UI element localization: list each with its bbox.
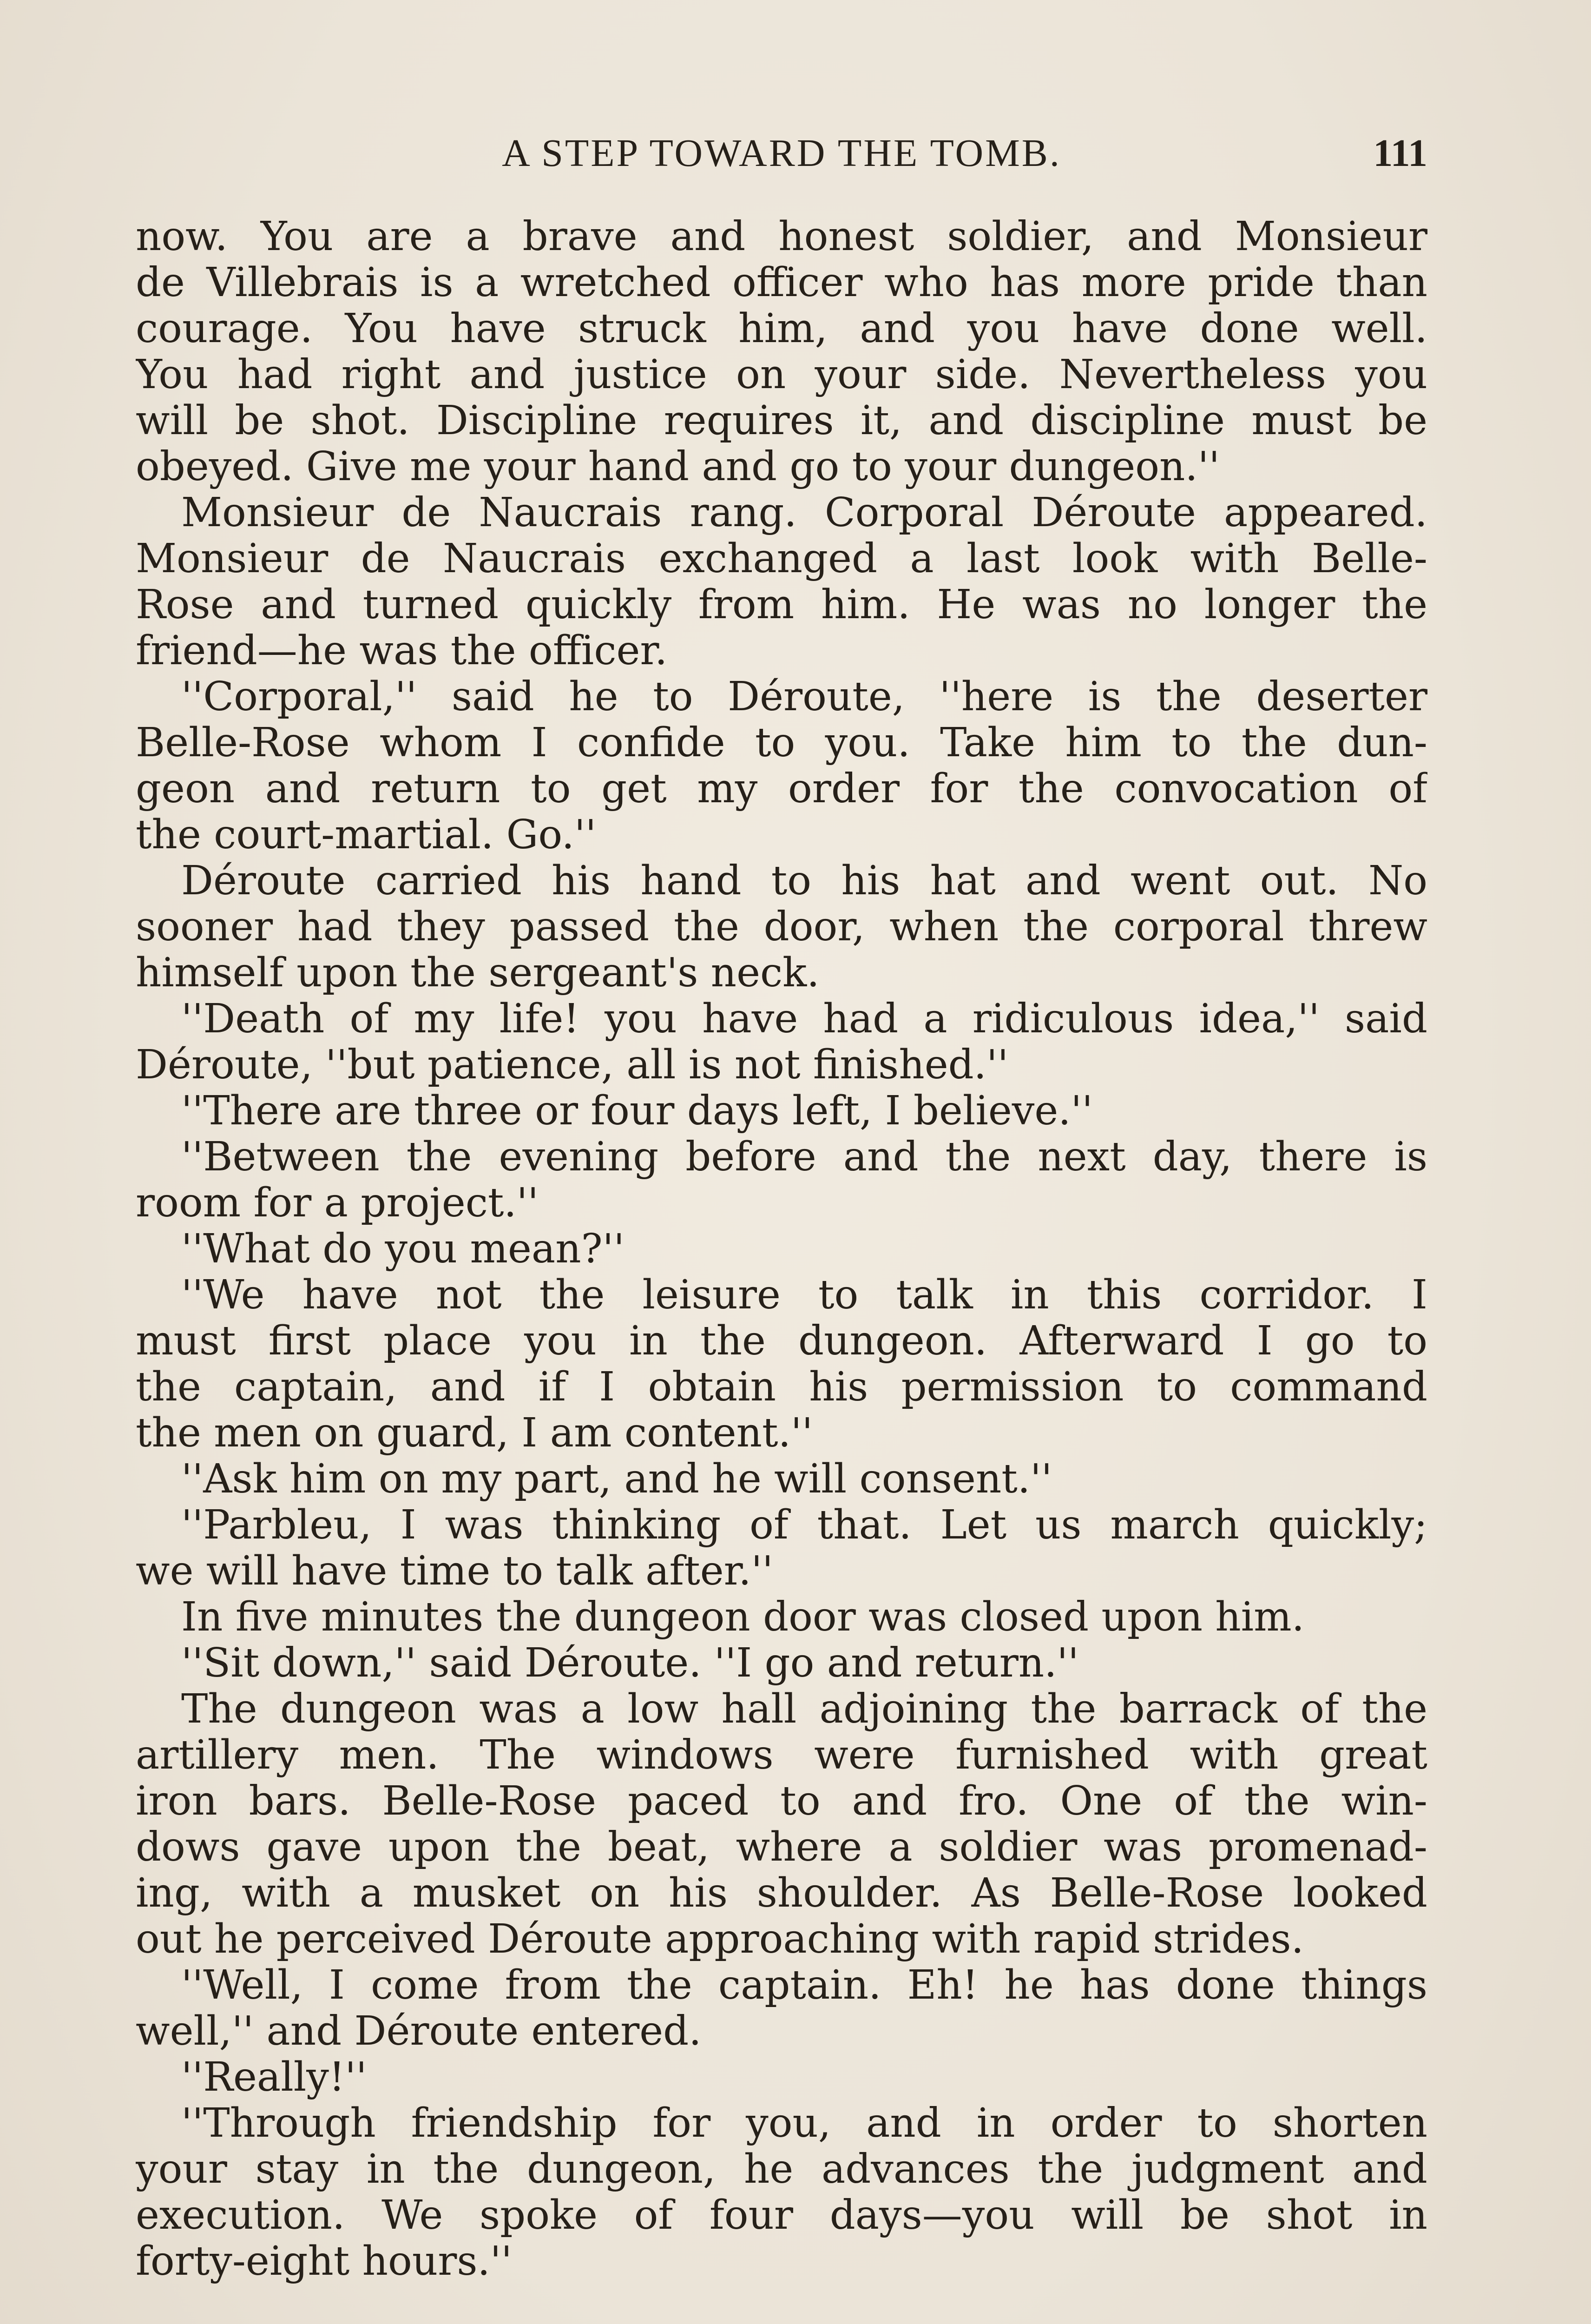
text-line: obeyed. Give me your hand and go to your dungeon.'' [136, 444, 1220, 490]
text-line: ''Through friendship for you, and in order to shorten [181, 2100, 1427, 2146]
text-line: geon and return to get my order for the convocation of [136, 766, 1427, 812]
text-line: room for a project.'' [136, 1180, 539, 1226]
text-line: In five minutes the dungeon door was closed upon him. [181, 1594, 1305, 1640]
text-line: ing, with a musket on his shoulder. As Belle-Rose looked [136, 1870, 1427, 1916]
text-line: well,'' and Déroute entered. [136, 2008, 702, 2054]
text-line: out he perceived Déroute approaching with rapid strides. [136, 1916, 1304, 1962]
text-line: ''Parbleu, I was thinking of that. Let us march quickly; [181, 1502, 1427, 1548]
text-line: ''Sit down,'' said Déroute. ''I go and return.'' [181, 1640, 1079, 1686]
text-line: the court-martial. Go.'' [136, 812, 597, 858]
text-line: You had right and justice on your side. Nevertheless you [136, 352, 1427, 398]
text-line: de Villebrais is a wretched officer who has more pride than [136, 260, 1427, 306]
text-line: ''What do you mean?'' [181, 1226, 625, 1272]
text-line: ''Corporal,'' said he to Déroute, ''here is the deserter [181, 674, 1427, 720]
text-line: your stay in the dungeon, he advances the judgment and [136, 2146, 1427, 2192]
text-line: ''Death of my life! you have had a ridiculous idea,'' said [181, 996, 1427, 1042]
text-line: Monsieur de Naucrais rang. Corporal Déroute appeared. [181, 490, 1427, 536]
body-text [136, 214, 1427, 2284]
text-line: now. You are a brave and honest soldier, and Monsieur [136, 214, 1427, 260]
text-line: ''Well, I come from the captain. Eh! he has done things [181, 1962, 1427, 2008]
running-title: A STEP TOWARD THE TOMB. [502, 132, 1061, 175]
text-line: Rose and turned quickly from him. He was no longer the [136, 582, 1427, 628]
text-line: ''We have not the leisure to talk in this corridor. I [181, 1272, 1427, 1318]
text-line: himself upon the sergeant's neck. [136, 950, 820, 996]
page-number: 111 [1373, 132, 1427, 175]
text-line: iron bars. Belle-Rose paced to and fro. One of the win- [136, 1778, 1427, 1824]
text-line: Déroute, ''but patience, all is not finished.'' [136, 1042, 1009, 1088]
text-line: artillery men. The windows were furnished with great [136, 1732, 1427, 1778]
text-line: Belle-Rose whom I confide to you. Take him to the dun- [136, 720, 1427, 766]
text-line: will be shot. Discipline requires it, and discipline must be [136, 398, 1427, 444]
text-line: ''There are three or four days left, I believe.'' [181, 1088, 1093, 1134]
page-header [136, 125, 1427, 181]
text-line: Déroute carried his hand to his hat and went out. No [181, 858, 1427, 904]
text-line: Monsieur de Naucrais exchanged a last look with Belle- [136, 536, 1427, 582]
text-line: execution. We spoke of four days—you will be shot in [136, 2192, 1427, 2238]
text-line: sooner had they passed the door, when the corporal threw [136, 904, 1427, 950]
text-line: ''Between the evening before and the next day, there is [181, 1134, 1427, 1180]
text-line: ''Really!'' [181, 2054, 367, 2100]
text-line: must first place you in the dungeon. Afterward I go to [136, 1318, 1427, 1364]
text-line: The dungeon was a low hall adjoining the barrack of the [181, 1686, 1427, 1732]
text-line: dows gave upon the beat, where a soldier was promenad- [136, 1824, 1427, 1870]
text-line: friend—he was the officer. [136, 628, 668, 674]
text-line: forty-eight hours.'' [136, 2238, 513, 2284]
text-line: courage. You have struck him, and you have done well. [136, 306, 1427, 352]
text-line: we will have time to talk after.'' [136, 1548, 773, 1594]
text-line: the captain, and if I obtain his permission to command [136, 1364, 1427, 1410]
text-line: the men on guard, I am content.'' [136, 1410, 813, 1456]
text-line: ''Ask him on my part, and he will consent.'' [181, 1456, 1052, 1502]
